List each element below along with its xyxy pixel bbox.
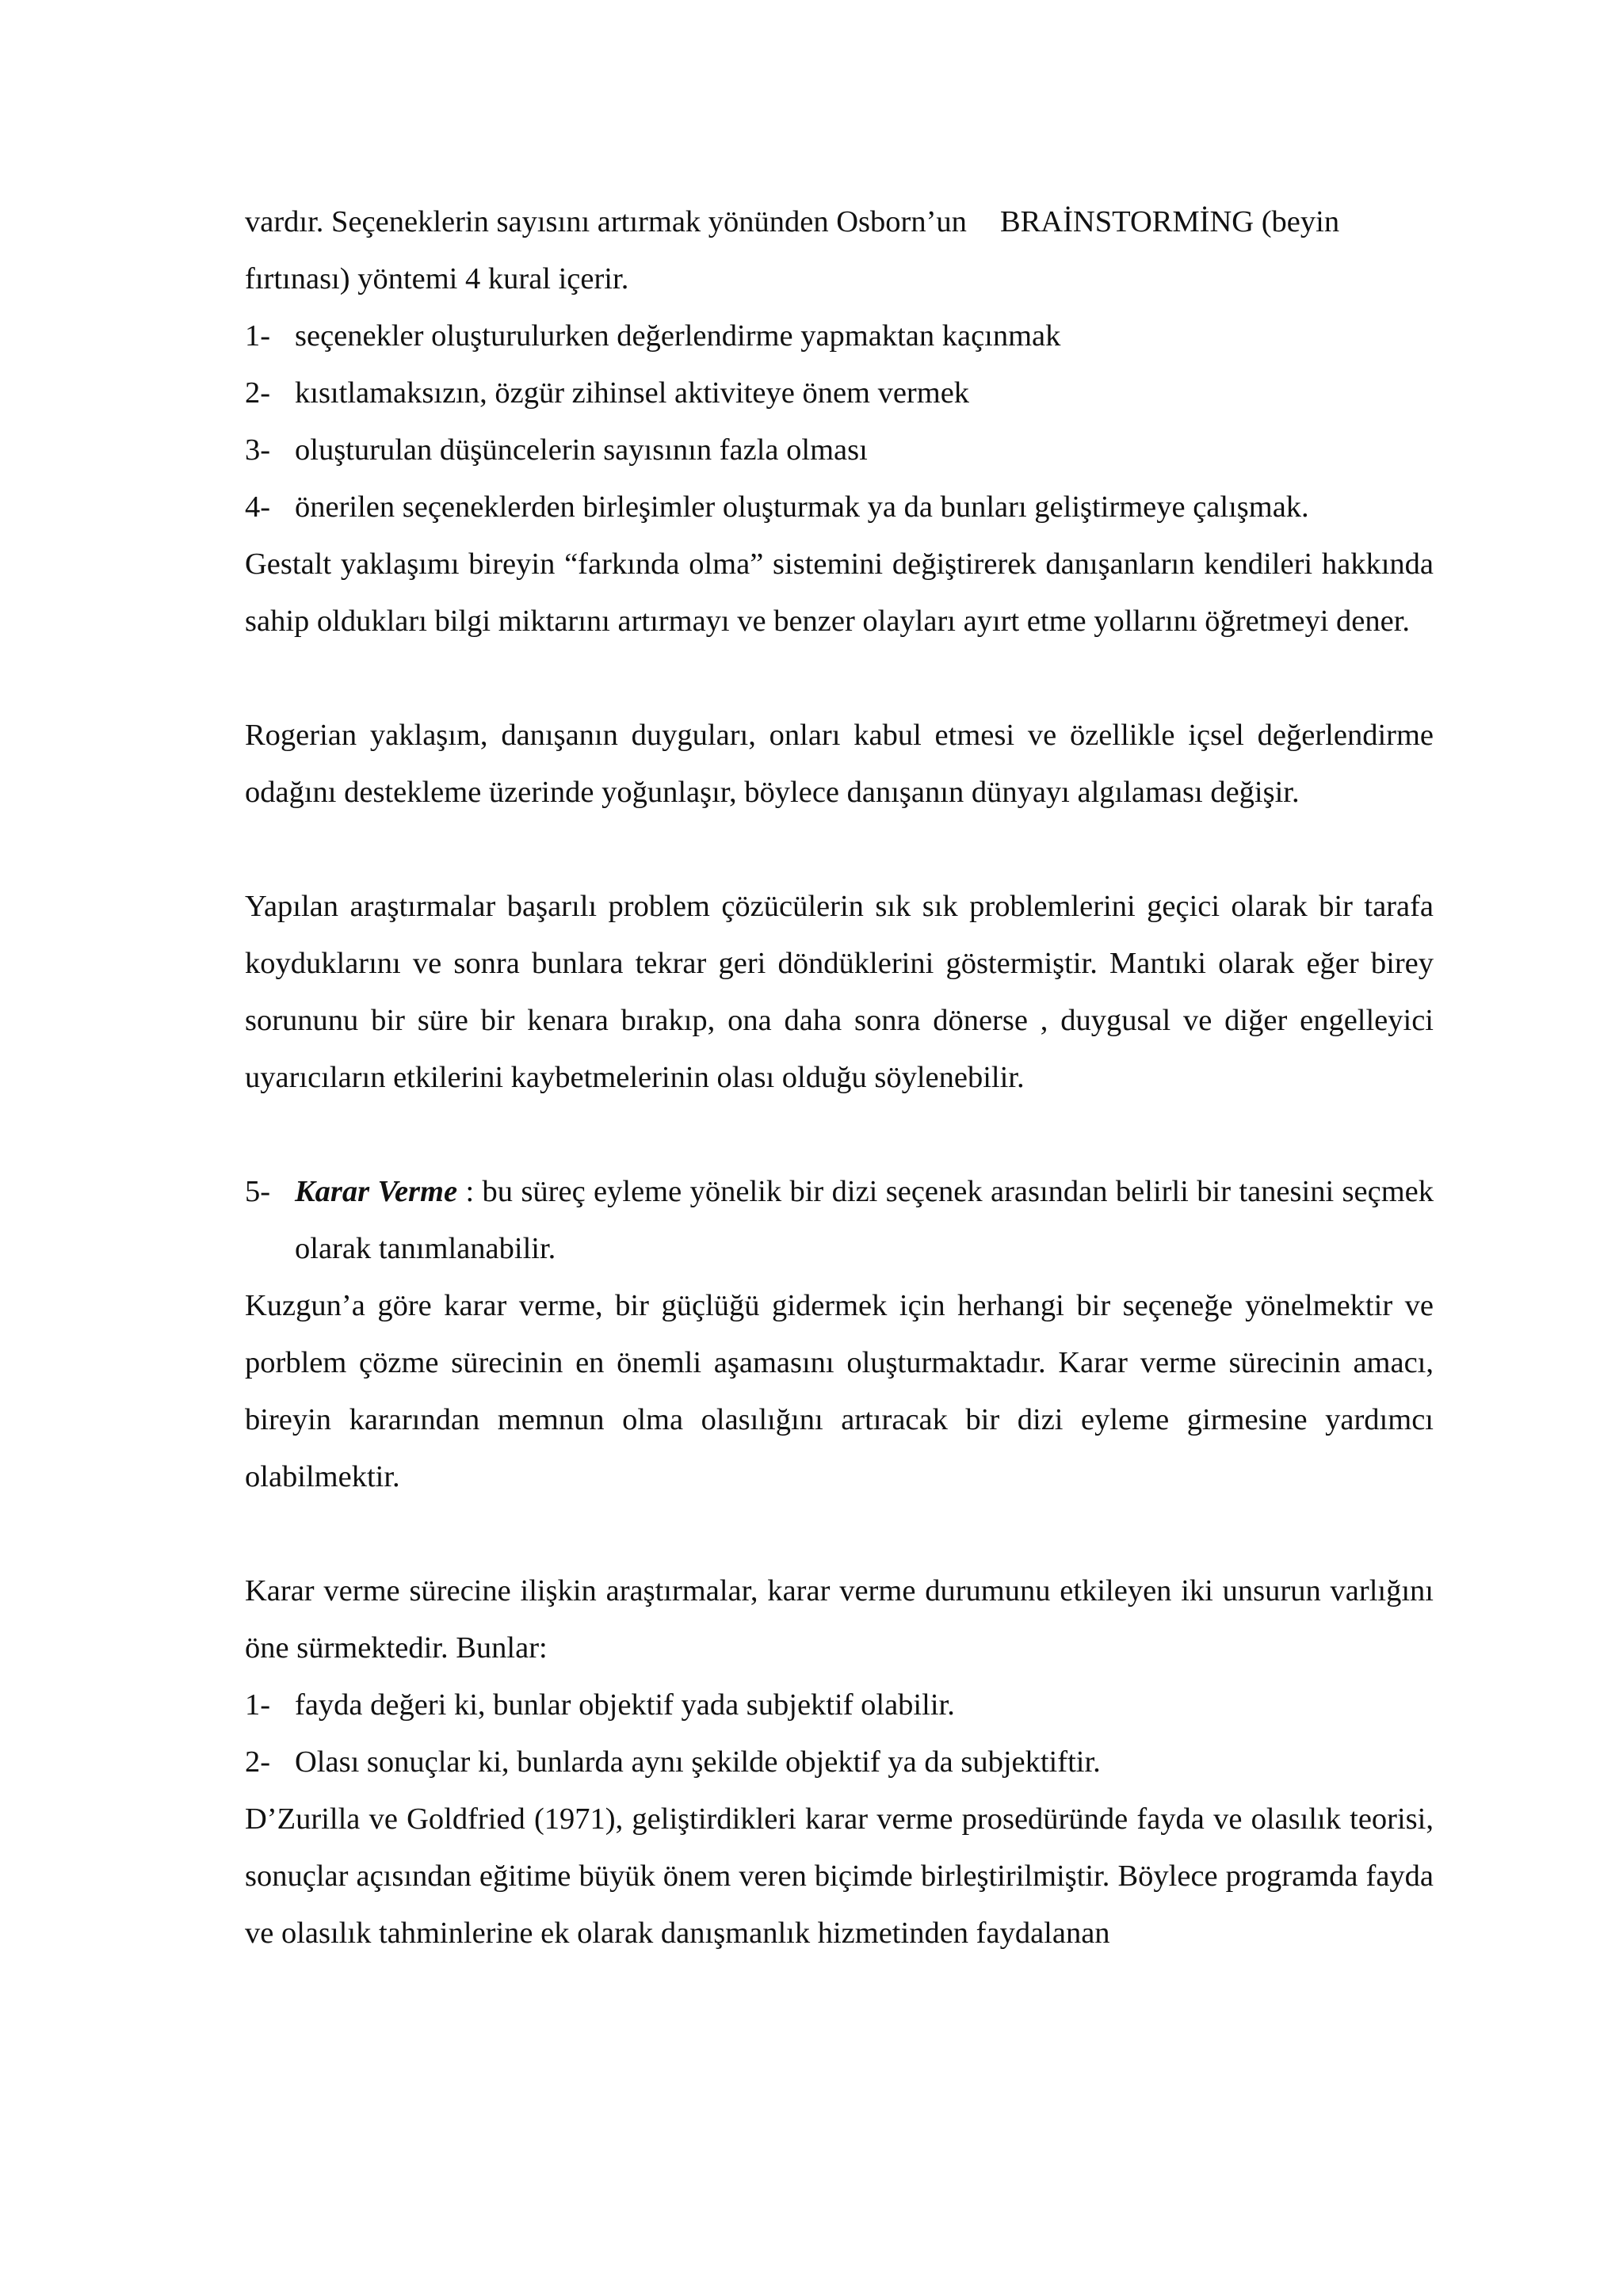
brainstorming-term: BRAİNSTORMİNG (beyin (999, 205, 1340, 238)
step5-text: : bu süreç eyleme yönelik bir dizi seçenek arasından belirli bir tanesini seçmek olarak tanımlanabilir. (295, 1175, 1434, 1265)
paragraph-gap (245, 1505, 1434, 1562)
factor-number: 2- (245, 1745, 271, 1779)
paragraph-gap (245, 650, 1434, 707)
document-page (245, 193, 1434, 1962)
paragraph-gap (245, 1106, 1434, 1163)
karar-verme-keyword: Karar Verme (295, 1175, 458, 1208)
rogerian-paragraph: Rogerian yaklaşım, danışanın duyguları, onları kabul etmesi ve özellikle içsel değerlendirme odağını destekleme üzerinde yoğunlaşır, böylece danışanın dünyayı algılaması değişir. (245, 719, 1434, 809)
factor-item (245, 1733, 1434, 1791)
research-paragraph: Yapılan araştırmalar başarılı problem çözücülerin sık sık problemlerini geçici olarak bir tarafa koyduklarını ve sonra bunlara tekrar geri döndüklerini göstermiştir. Mantıki olarak eğer birey sorununu bir süre bir kenara bırakıp, ona daha sonra dönerse , duygusal ve diğer engelleyici uyarıcıların etkilerini kaybetmelerinin olası olduğu söylenebilir. (245, 890, 1434, 1094)
gestalt-paragraph: Gestalt yaklaşımı bireyin “farkında olma” sistemini değiştirerek danışanların kendileri hakkında sahip oldukları bilgi miktarını artırmayı ve benzer olayları ayırt etme yollarını öğretmeyi dener. (245, 547, 1434, 638)
rule-number: 2- (245, 376, 271, 410)
step5-number: 5- (245, 1175, 271, 1208)
step5-item (245, 1163, 1434, 1277)
factor-item (245, 1676, 1434, 1733)
factor-number: 1- (245, 1688, 271, 1722)
intro-paragraph (245, 193, 1434, 307)
rule-item (245, 421, 1434, 479)
rule-text: kısıtlamaksızın, özgür zihinsel aktiviteye önem vermek (295, 376, 970, 410)
rule-text: oluşturulan düşüncelerin sayısının fazla olması (295, 433, 868, 467)
intro-line2-text: fırtınası) yöntemi 4 kural içerir. (245, 262, 629, 296)
kuzgun-paragraph: Kuzgun’a göre karar verme, bir güçlüğü gidermek için herhangi bir seçeneğe yönelmektir ve porblem çözme sürecinin en önemli aşamasını oluşturmaktadır. Karar verme sürecinin amacı, bireyin kararından memnun olma olasılığını artıracak bir dizi eyleme girmesine yardımcı olabilmektir. (245, 1289, 1434, 1493)
rule-number: 4- (245, 490, 271, 524)
rule-text: önerilen seçeneklerden birleşimler oluşturmak ya da bunları geliştirmeye çalışmak. (295, 490, 1309, 524)
rule-text: seçenekler oluşturulurken değerlendirme yapmaktan kaçınmak (295, 319, 1061, 353)
rule-item (245, 307, 1434, 364)
rule-item (245, 364, 1434, 421)
factor-text: fayda değeri ki, bunlar objektif yada subjektif olabilir. (295, 1688, 955, 1722)
decision-research-paragraph: Karar verme sürecine ilişkin araştırmalar, karar verme durumunu etkileyen iki unsurun varlığını öne sürmektedir. Bunlar: (245, 1574, 1434, 1665)
rule-item (245, 479, 1434, 536)
rule-number: 3- (245, 433, 271, 467)
intro-line1-text: vardır. Seçeneklerin sayısını artırmak yönünden Osborn’un (245, 205, 967, 238)
factor-text: Olası sonuçlar ki, bunlarda aynı şekilde objektif ya da subjektiftir. (295, 1745, 1101, 1779)
paragraph-gap (245, 821, 1434, 878)
rule-number: 1- (245, 319, 271, 353)
dzurilla-paragraph: D’Zurilla ve Goldfried (1971), geliştirdikleri karar verme prosedüründe fayda ve olasılık teorisi, sonuçlar açısından eğitime büyük önem veren biçimde birleştirilmiştir. Böylece programda fayda ve olasılık tahminlerine ek olarak danışmanlık hizmetinden faydalanan (245, 1802, 1434, 1950)
